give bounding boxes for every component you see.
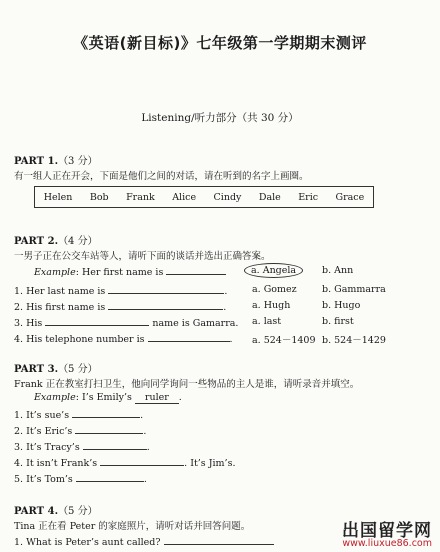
q2-option-a[interactable]: a. Hugh — [252, 300, 291, 311]
name-option[interactable]: Cindy — [213, 191, 242, 203]
part3-item-2: 2. It’s Eric’s . — [14, 426, 147, 437]
name-option[interactable]: Helen — [43, 191, 73, 203]
answer-blank[interactable] — [164, 535, 274, 545]
part4-label: PART 4. — [14, 506, 59, 517]
example-option-b: b. Ann — [322, 265, 354, 276]
part3-item-3: 3. It’s Tracy’s . — [14, 442, 150, 453]
answer-blank[interactable] — [45, 316, 149, 326]
part3-item-1: 1. It’s sue’s . — [14, 410, 144, 421]
name-option[interactable]: Alice — [172, 191, 197, 203]
part1-points: （3 分） — [58, 156, 98, 167]
question-text: 4. His telephone number is — [14, 334, 145, 345]
watermark-url: www.liuxue86.com — [342, 538, 432, 549]
example-label: Example — [34, 392, 76, 403]
q4-option-a[interactable]: a. 524－1409 — [252, 335, 316, 346]
part2-question-4: 4. His telephone number is . — [14, 334, 233, 345]
item-text: 4. It isn’t Frank’s — [14, 458, 98, 469]
part2-label: PART 2. — [14, 236, 59, 247]
section-subtitle: Listening/听力部分（共 30 分） — [141, 112, 299, 124]
circled-answer: a. Angela — [244, 263, 303, 278]
part2-heading — [14, 232, 98, 247]
question-text: 3. His — [14, 318, 43, 329]
part3-item-4 — [14, 456, 235, 469]
q1-option-a[interactable]: a. Gomez — [252, 284, 297, 295]
name-option[interactable]: Eric — [298, 191, 319, 203]
example-text: : Her first name is — [75, 267, 164, 278]
part3-label: PART 3. — [14, 364, 59, 375]
part4-question-1 — [14, 535, 274, 548]
name-option[interactable]: Grace — [335, 191, 365, 203]
q4-option-b[interactable]: b. 524－1429 — [322, 335, 386, 346]
item-text: 1. It’s sue’s — [14, 410, 70, 421]
answer-blank[interactable] — [108, 300, 223, 310]
name-option[interactable]: Dale — [258, 191, 281, 203]
part2-instruction: 一男子正在公交车站等人，请听下面的谈话并选出正确答案。 — [14, 251, 271, 262]
question-suffix: name is Gamarra. — [152, 318, 239, 329]
part3-instruction: Frank 正在教室打扫卫生，他向同学询问一些物品的主人是谁，请听录音并填空。 — [14, 379, 360, 390]
part1-label: PART 1. — [14, 156, 59, 167]
example-option-a — [244, 263, 303, 278]
question-text: 1. Her last name is — [14, 286, 106, 297]
part2-question-1: 1. Her last name is . — [14, 286, 228, 297]
answer-blank[interactable] — [76, 472, 144, 482]
q3-option-a[interactable]: a. last — [252, 316, 282, 327]
part2-question-3 — [14, 316, 238, 329]
name-list-box — [34, 186, 374, 208]
name-option[interactable]: Bob — [89, 191, 109, 203]
example-label: Example — [34, 267, 76, 278]
part3-points: （5 分） — [58, 364, 98, 375]
question-text: 2. His first name is — [14, 302, 106, 313]
part4-heading — [14, 502, 98, 517]
q2-option-b[interactable]: b. Hugo — [322, 300, 361, 311]
example-blank — [166, 265, 226, 275]
answer-blank[interactable] — [108, 284, 224, 294]
part4-instruction: Tina 正在看 Peter 的家庭照片，请听对话并回答问题。 — [14, 521, 251, 532]
example-answer: ruler — [135, 392, 179, 404]
part3-example: Example: I’s Emily’s ruler . — [34, 392, 182, 403]
item-text: 3. It’s Tracy’s — [14, 442, 80, 453]
part2-points: （4 分） — [58, 236, 98, 247]
part1-heading — [14, 152, 98, 167]
part3-heading — [14, 360, 98, 375]
part2-question-2: 2. His first name is . — [14, 302, 227, 313]
exam-title: 《英语(新目标)》七年级第一学期期末测评 — [73, 34, 367, 52]
item-text: 2. It’s Eric’s — [14, 426, 73, 437]
example-text: : I’s Emily’s — [75, 392, 132, 403]
part3-item-5: 5. It’s Tom’s . — [14, 474, 147, 485]
question-text: 1. What is Peter’s aunt called? — [14, 537, 161, 548]
answer-blank[interactable] — [72, 408, 140, 418]
q1-option-b[interactable]: b. Gammarra — [322, 284, 386, 295]
answer-blank[interactable] — [83, 440, 147, 450]
part1-instruction: 有一组人正在开会，下面是他们之间的对话，请在听到的名字上画圈。 — [14, 171, 309, 182]
part2-example — [34, 265, 226, 278]
item-suffix: . It’s Jim’s. — [184, 458, 236, 469]
site-watermark — [292, 516, 438, 550]
answer-blank[interactable] — [75, 424, 143, 434]
item-text: 5. It’s Tom’s — [14, 474, 73, 485]
watermark-logo-text: 出国留学网 — [342, 521, 432, 541]
answer-blank[interactable] — [100, 456, 184, 466]
q3-option-b[interactable]: b. first — [322, 316, 354, 327]
name-option[interactable]: Frank — [126, 191, 155, 203]
answer-blank[interactable] — [148, 332, 230, 342]
part4-points: （5 分） — [58, 506, 98, 517]
